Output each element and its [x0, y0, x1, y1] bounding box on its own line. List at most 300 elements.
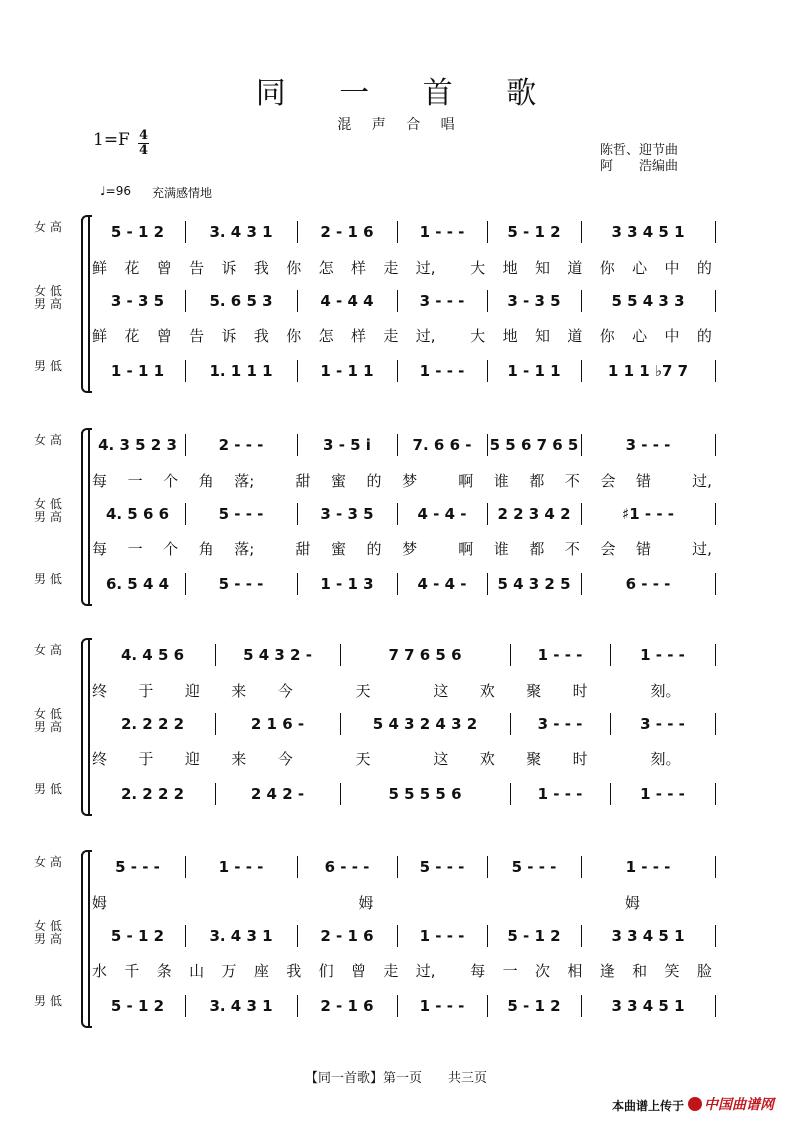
lyric-syllable: 这 — [433, 682, 449, 700]
measure-notes: 1 - - - — [419, 997, 465, 1015]
lyric-syllable: 你 — [286, 327, 302, 345]
measure — [90, 360, 186, 382]
lyric-syllable: 花 — [124, 327, 140, 345]
measure-notes: 1 - 1 1 — [320, 362, 374, 380]
lyric-syllable: 诉 — [221, 327, 237, 345]
score-system — [0, 428, 792, 628]
lyric-syllable: 聚 — [526, 682, 542, 700]
lyric-syllable: 我 — [253, 327, 269, 345]
lyric-syllable: 过, — [692, 472, 712, 490]
lyric-syllable: 天 — [355, 682, 371, 700]
lyric-syllable: 一 — [502, 962, 518, 980]
lyric-syllable: 座 — [253, 962, 269, 980]
measure — [297, 290, 398, 312]
measure — [90, 434, 186, 456]
measure — [397, 503, 488, 525]
expression-marking: 充满感情地 — [152, 186, 213, 200]
measure — [581, 503, 716, 525]
lyric-syllable: 个 — [163, 472, 179, 490]
lyric-syllable: 千 — [124, 962, 140, 980]
lyric-line — [92, 470, 712, 490]
lyric-syllable: 曾 — [156, 327, 172, 345]
lyric-syllable: 都 — [529, 472, 545, 490]
upload-credit: 本曲谱上传于 — [612, 1099, 685, 1113]
measure — [581, 856, 716, 878]
measure — [90, 290, 186, 312]
measure-notes: 5 - 1 2 — [110, 223, 165, 241]
measure — [397, 995, 488, 1017]
lyric-syllable: 啊 — [458, 540, 474, 558]
bass-row — [90, 783, 715, 805]
time-signature-top: 4 — [138, 128, 149, 143]
measure — [397, 221, 488, 243]
lyric-line — [92, 680, 712, 700]
lyric-syllable: 啊 — [458, 472, 474, 490]
measure — [510, 713, 611, 735]
lyric-syllable: 水 — [92, 962, 108, 980]
measure-notes: 3 - - - — [537, 715, 583, 733]
lyric-syllable: 错 — [636, 540, 652, 558]
measure-notes: 1 - - - — [537, 646, 583, 664]
measure — [90, 221, 186, 243]
lyric-syllable: 逢 — [599, 962, 615, 980]
lyric-syllable: 今 — [277, 750, 293, 768]
measure — [215, 713, 341, 735]
measure — [297, 856, 398, 878]
measure-notes: 3 - 5 i — [323, 436, 371, 454]
measure — [340, 644, 511, 666]
lyric-syllable: 曾 — [156, 259, 172, 277]
measure-notes: 4 - 4 - — [417, 505, 467, 523]
measure — [297, 573, 398, 595]
site-name: 中国曲谱网 — [704, 1097, 774, 1113]
site-logo-icon — [688, 1097, 702, 1111]
lyric-syllable: 落; — [234, 540, 255, 558]
measure-notes: 2 - 1 6 — [320, 223, 374, 241]
lyric-syllable: 的 — [366, 540, 382, 558]
lyric-syllable: 每 — [470, 962, 486, 980]
measure-notes: 3 - 3 5 — [110, 292, 165, 310]
measure-notes: 1 - - - — [640, 646, 685, 664]
measure — [510, 783, 611, 805]
lyric-syllable: 怎 — [318, 327, 334, 345]
lyric-syllable: 和 — [632, 962, 648, 980]
subtitle: 混 声 合 唱 — [337, 117, 463, 133]
measure-notes: 6 - - - — [625, 575, 671, 593]
lyric-syllable: 鲜 — [92, 259, 108, 277]
lyric-syllable: 每 — [92, 540, 108, 558]
lyric-syllable: 每 — [92, 472, 108, 490]
lyric-syllable: 中 — [664, 259, 680, 277]
bass-row — [90, 995, 715, 1017]
lyric-line — [92, 325, 712, 345]
lyric-syllable: 山 — [189, 962, 205, 980]
lyric-syllable: 知 — [535, 259, 551, 277]
time-signature-bottom: 4 — [138, 143, 149, 158]
measure-notes: 1 - 1 1 — [507, 362, 561, 380]
lyric-syllable: 样 — [351, 259, 367, 277]
measure-notes: 4 - 4 4 — [320, 292, 374, 310]
measure-notes: 2. 2 2 2 — [120, 785, 185, 803]
lyric-line — [92, 538, 712, 558]
measure-notes: 3 3 4 5 1 — [611, 927, 685, 945]
lyric-syllable: 过, — [692, 540, 712, 558]
measure-notes: 3 - 3 5 — [507, 292, 561, 310]
lyric-syllable: 谁 — [493, 540, 509, 558]
lyric-syllable: 诉 — [221, 259, 237, 277]
measure — [487, 290, 582, 312]
lyric-syllable: 落; — [234, 472, 255, 490]
measure-notes: 4. 5 6 6 — [105, 505, 170, 523]
measure — [487, 573, 582, 595]
lyric-syllable: 怎 — [318, 259, 334, 277]
measure — [297, 925, 398, 947]
measure-notes: 4. 3 5 2 3 — [98, 436, 177, 454]
voice-label-alto-tenor: 女 低 男 高 — [34, 284, 62, 311]
measure — [487, 856, 582, 878]
measure-notes: 5 - - - — [511, 858, 557, 876]
measure-notes: 5 - 1 2 — [507, 223, 561, 241]
measure — [90, 503, 186, 525]
voice-label-bass: 男 低 — [34, 994, 62, 1008]
voice-label-soprano: 女 高 — [34, 855, 62, 869]
measure — [397, 360, 488, 382]
voice-label-bass: 男 低 — [34, 782, 62, 796]
score-system — [0, 215, 792, 415]
key-signature: 1=F — [93, 130, 130, 150]
measure — [90, 713, 216, 735]
measure — [487, 995, 582, 1017]
lyric-syllable: 过, — [415, 962, 436, 980]
lyric-line — [92, 960, 712, 980]
alto-tenor-row — [90, 503, 715, 525]
voice-label-alto-tenor: 女 低 男 高 — [34, 919, 62, 946]
lyric-syllable: 姆 — [624, 894, 640, 912]
alto-tenor-row — [90, 925, 715, 947]
lyric-syllable: 不 — [564, 472, 580, 490]
measure — [297, 434, 398, 456]
soprano-row — [90, 644, 715, 666]
lyric-syllable: 告 — [189, 327, 205, 345]
measure-notes: ♯1 - - - — [621, 505, 675, 523]
measure — [185, 290, 298, 312]
measure — [90, 925, 186, 947]
lyric-syllable: 角 — [198, 540, 214, 558]
measure — [610, 713, 716, 735]
measure — [185, 856, 298, 878]
measure — [90, 995, 186, 1017]
voice-label-soprano: 女 高 — [34, 220, 62, 234]
measure-notes: 5 4 3 2 4 3 2 — [372, 715, 478, 733]
voice-label-alto-tenor: 女 低 男 高 — [34, 707, 62, 734]
voice-label-alto-tenor: 女 低 男 高 — [34, 497, 62, 524]
measure-notes: 5 - - - — [115, 858, 160, 876]
measure-notes: 2. 2 2 2 — [120, 715, 185, 733]
measure-notes: 1 - - - — [537, 785, 583, 803]
lyric-syllable: 来 — [231, 750, 247, 768]
measure-notes: 3. 4 3 1 — [209, 997, 273, 1015]
measure-notes: 7 7 6 5 6 — [388, 646, 462, 664]
measure-notes: 6. 5 4 4 — [105, 575, 170, 593]
lyric-syllable: 梦 — [402, 472, 418, 490]
lyric-syllable: 梦 — [402, 540, 418, 558]
lyric-syllable: 你 — [599, 259, 615, 277]
measure-notes: 3. 4 3 1 — [209, 223, 273, 241]
lyric-syllable: 于 — [138, 682, 154, 700]
lyric-syllable: 甜 — [295, 472, 311, 490]
lyric-syllable: 甜 — [295, 540, 311, 558]
measure — [487, 503, 582, 525]
measure-notes: 1. 1 1 1 — [209, 362, 273, 380]
lyric-syllable: 错 — [636, 472, 652, 490]
measure-notes: 4. 4 5 6 — [120, 646, 185, 664]
measure — [185, 925, 298, 947]
bass-row — [90, 360, 715, 382]
alto-tenor-row — [90, 290, 715, 312]
measure — [581, 995, 716, 1017]
lyric-syllable: 会 — [600, 540, 616, 558]
voice-label-soprano: 女 高 — [34, 643, 62, 657]
lyric-syllable: 都 — [529, 540, 545, 558]
soprano-row — [90, 221, 715, 243]
lyric-syllable: 来 — [231, 682, 247, 700]
measure-notes: 1 - - - — [419, 927, 465, 945]
lyric-syllable: 角 — [198, 472, 214, 490]
lyric-syllable: 地 — [502, 259, 518, 277]
lyric-syllable: 聚 — [526, 750, 542, 768]
measure-notes: 3 3 4 5 1 — [611, 223, 685, 241]
lyric-syllable: 个 — [163, 540, 179, 558]
measure-notes: 2 1 6 - — [250, 715, 305, 733]
measure — [90, 856, 186, 878]
lyric-syllable: 相 — [567, 962, 583, 980]
measure-notes: 2 - 1 6 — [320, 997, 374, 1015]
measure — [397, 434, 488, 456]
lyric-syllable: 道 — [567, 259, 583, 277]
bass-row — [90, 573, 715, 595]
measure-notes: 2 - - - — [218, 436, 264, 454]
measure — [90, 783, 216, 805]
measure — [185, 360, 298, 382]
measure — [297, 995, 398, 1017]
lyric-syllable: 脸 — [696, 962, 712, 980]
measure — [215, 783, 341, 805]
measure-notes: 3 3 4 5 1 — [611, 997, 685, 1015]
lyric-syllable: 终 — [92, 750, 108, 768]
lyric-syllable: 刻。 — [650, 682, 681, 700]
lyric-syllable: 时 — [572, 750, 588, 768]
lyric-syllable: 花 — [124, 259, 140, 277]
lyric-syllable: 天 — [355, 750, 371, 768]
voice-label-soprano: 女 高 — [34, 433, 62, 447]
measure-notes: 1 - - - — [419, 362, 465, 380]
lyric-syllable: 会 — [600, 472, 616, 490]
soprano-row — [90, 434, 715, 456]
measure — [581, 573, 716, 595]
measure — [487, 360, 582, 382]
measure-notes: 1 - - - — [625, 858, 671, 876]
lyric-syllable: 走 — [383, 327, 399, 345]
measure-notes: 3 - 3 5 — [320, 505, 374, 523]
lyric-syllable: 蜜 — [330, 472, 346, 490]
measure-notes: 3 - - - — [640, 715, 685, 733]
measure-notes: 1 - - - — [419, 223, 465, 241]
lyric-syllable: 迎 — [184, 750, 200, 768]
measure-notes: 5 - - - — [419, 858, 465, 876]
measure-notes: 1 - - - — [640, 785, 685, 803]
lyric-syllable: 地 — [502, 327, 518, 345]
voice-label-bass: 男 低 — [34, 359, 62, 373]
lyric-syllable: 大 — [470, 327, 486, 345]
lyric-syllable: 心 — [632, 259, 648, 277]
lyric-syllable: 的 — [696, 259, 712, 277]
measure-notes: 5 5 4 3 3 — [611, 292, 685, 310]
measure — [297, 360, 398, 382]
lyric-syllable: 道 — [567, 327, 583, 345]
lyric-syllable: 不 — [564, 540, 580, 558]
measure-notes: 2 - 1 6 — [320, 927, 374, 945]
measure — [297, 503, 398, 525]
measure-notes: 5 - 1 2 — [507, 927, 561, 945]
lyric-syllable: 次 — [535, 962, 551, 980]
lyric-syllable: 于 — [138, 750, 154, 768]
lyric-syllable: 一 — [127, 540, 143, 558]
measure-notes: 3. 4 3 1 — [209, 927, 273, 945]
measure-notes: 6 - - - — [324, 858, 370, 876]
measure — [397, 573, 488, 595]
lyric-line — [92, 257, 712, 277]
lyric-syllable: 样 — [351, 327, 367, 345]
measure-notes: 1 1 1 ♭7 7 — [607, 362, 689, 380]
measure-notes: 2 2 3 4 2 — [497, 505, 571, 523]
arranger-credit: 阿 浩编曲 — [600, 159, 679, 174]
measure — [340, 783, 511, 805]
measure — [610, 783, 716, 805]
lyric-syllable: 姆 — [358, 894, 374, 912]
lyric-syllable: 你 — [286, 259, 302, 277]
measure — [185, 995, 298, 1017]
measure — [185, 573, 298, 595]
measure — [510, 644, 611, 666]
lyric-syllable: 走 — [383, 259, 399, 277]
measure — [581, 290, 716, 312]
lyric-syllable: 万 — [221, 962, 237, 980]
lyric-syllable: 一 — [127, 472, 143, 490]
lyric-syllable: 的 — [366, 472, 382, 490]
measure — [397, 290, 488, 312]
lyric-syllable: 今 — [277, 682, 293, 700]
lyric-syllable: 欢 — [479, 682, 495, 700]
measure — [610, 644, 716, 666]
lyric-syllable: 告 — [189, 259, 205, 277]
lyric-syllable: 心 — [632, 327, 648, 345]
measure-notes: 4 - 4 - — [417, 575, 467, 593]
lyric-syllable: 欢 — [479, 750, 495, 768]
measure — [397, 925, 488, 947]
lyric-syllable: 大 — [470, 259, 486, 277]
score-system — [0, 638, 792, 838]
lyric-syllable: 笑 — [664, 962, 680, 980]
measure-notes: 5 - 1 2 — [507, 997, 561, 1015]
lyric-syllable: 谁 — [493, 472, 509, 490]
measure-notes: 1 - 1 1 — [110, 362, 165, 380]
measure — [185, 434, 298, 456]
lyric-syllable: 走 — [383, 962, 399, 980]
lyric-syllable: 我 — [286, 962, 302, 980]
lyric-line — [92, 892, 712, 912]
measure-notes: 5. 6 5 3 — [209, 292, 273, 310]
score-system — [0, 850, 792, 1050]
measure-notes: 5 - 1 2 — [110, 997, 165, 1015]
measure-notes: 7. 6 6 - — [412, 436, 472, 454]
lyric-syllable: 迎 — [184, 682, 200, 700]
measure — [487, 925, 582, 947]
lyric-syllable: 我 — [253, 259, 269, 277]
measure-notes: 5 4 3 2 - — [243, 646, 312, 664]
measure — [581, 434, 716, 456]
page-footer: 【同一首歌】第一页 共三页 — [304, 1071, 487, 1086]
measure — [340, 713, 511, 735]
measure-notes: 2 4 2 - — [250, 785, 305, 803]
measure-notes: 5 - - - — [218, 505, 264, 523]
alto-tenor-row — [90, 713, 715, 735]
measure-notes: 3 - - - — [625, 436, 671, 454]
measure-notes: 5 4 3 2 5 — [497, 575, 571, 593]
measure-notes: 1 - - - — [218, 858, 264, 876]
measure — [185, 221, 298, 243]
lyric-syllable: 时 — [572, 682, 588, 700]
measure — [297, 221, 398, 243]
measure — [581, 221, 716, 243]
measure-notes: 5 5 5 5 6 — [388, 785, 462, 803]
lyric-syllable: 刻。 — [650, 750, 681, 768]
lyric-syllable: 终 — [92, 682, 108, 700]
measure — [487, 434, 582, 456]
lyric-syllable: 姆 — [92, 894, 108, 912]
measure — [581, 360, 716, 382]
site-logo[interactable] — [688, 1094, 774, 1114]
measure-notes: 5 - - - — [218, 575, 264, 593]
measure — [90, 644, 216, 666]
measure — [90, 573, 186, 595]
measure — [185, 503, 298, 525]
tempo-marking: ♩=96 — [100, 184, 131, 198]
song-title: 同 一 首 歌 — [255, 76, 559, 111]
lyric-syllable: 条 — [156, 962, 172, 980]
lyric-syllable: 过, — [415, 327, 436, 345]
measure-notes: 1 - 1 3 — [320, 575, 374, 593]
soprano-row — [90, 856, 715, 878]
time-signature — [138, 130, 149, 157]
lyric-syllable: 知 — [535, 327, 551, 345]
measure-notes: 5 - 1 2 — [110, 927, 165, 945]
voice-label-bass: 男 低 — [34, 572, 62, 586]
lyric-line — [92, 748, 712, 768]
lyric-syllable: 过, — [415, 259, 436, 277]
measure-notes: 3 - - - — [419, 292, 465, 310]
measure — [487, 221, 582, 243]
measure — [397, 856, 488, 878]
measure — [215, 644, 341, 666]
lyric-syllable: 曾 — [351, 962, 367, 980]
measure — [581, 925, 716, 947]
lyric-syllable: 们 — [318, 962, 334, 980]
measure-notes: 5 5 6 7 6 5 — [489, 436, 579, 454]
lyric-syllable: 蜜 — [330, 540, 346, 558]
lyric-syllable: 鲜 — [92, 327, 108, 345]
composer-credit: 陈哲、迎节曲 — [600, 143, 679, 158]
lyric-syllable: 这 — [433, 750, 449, 768]
